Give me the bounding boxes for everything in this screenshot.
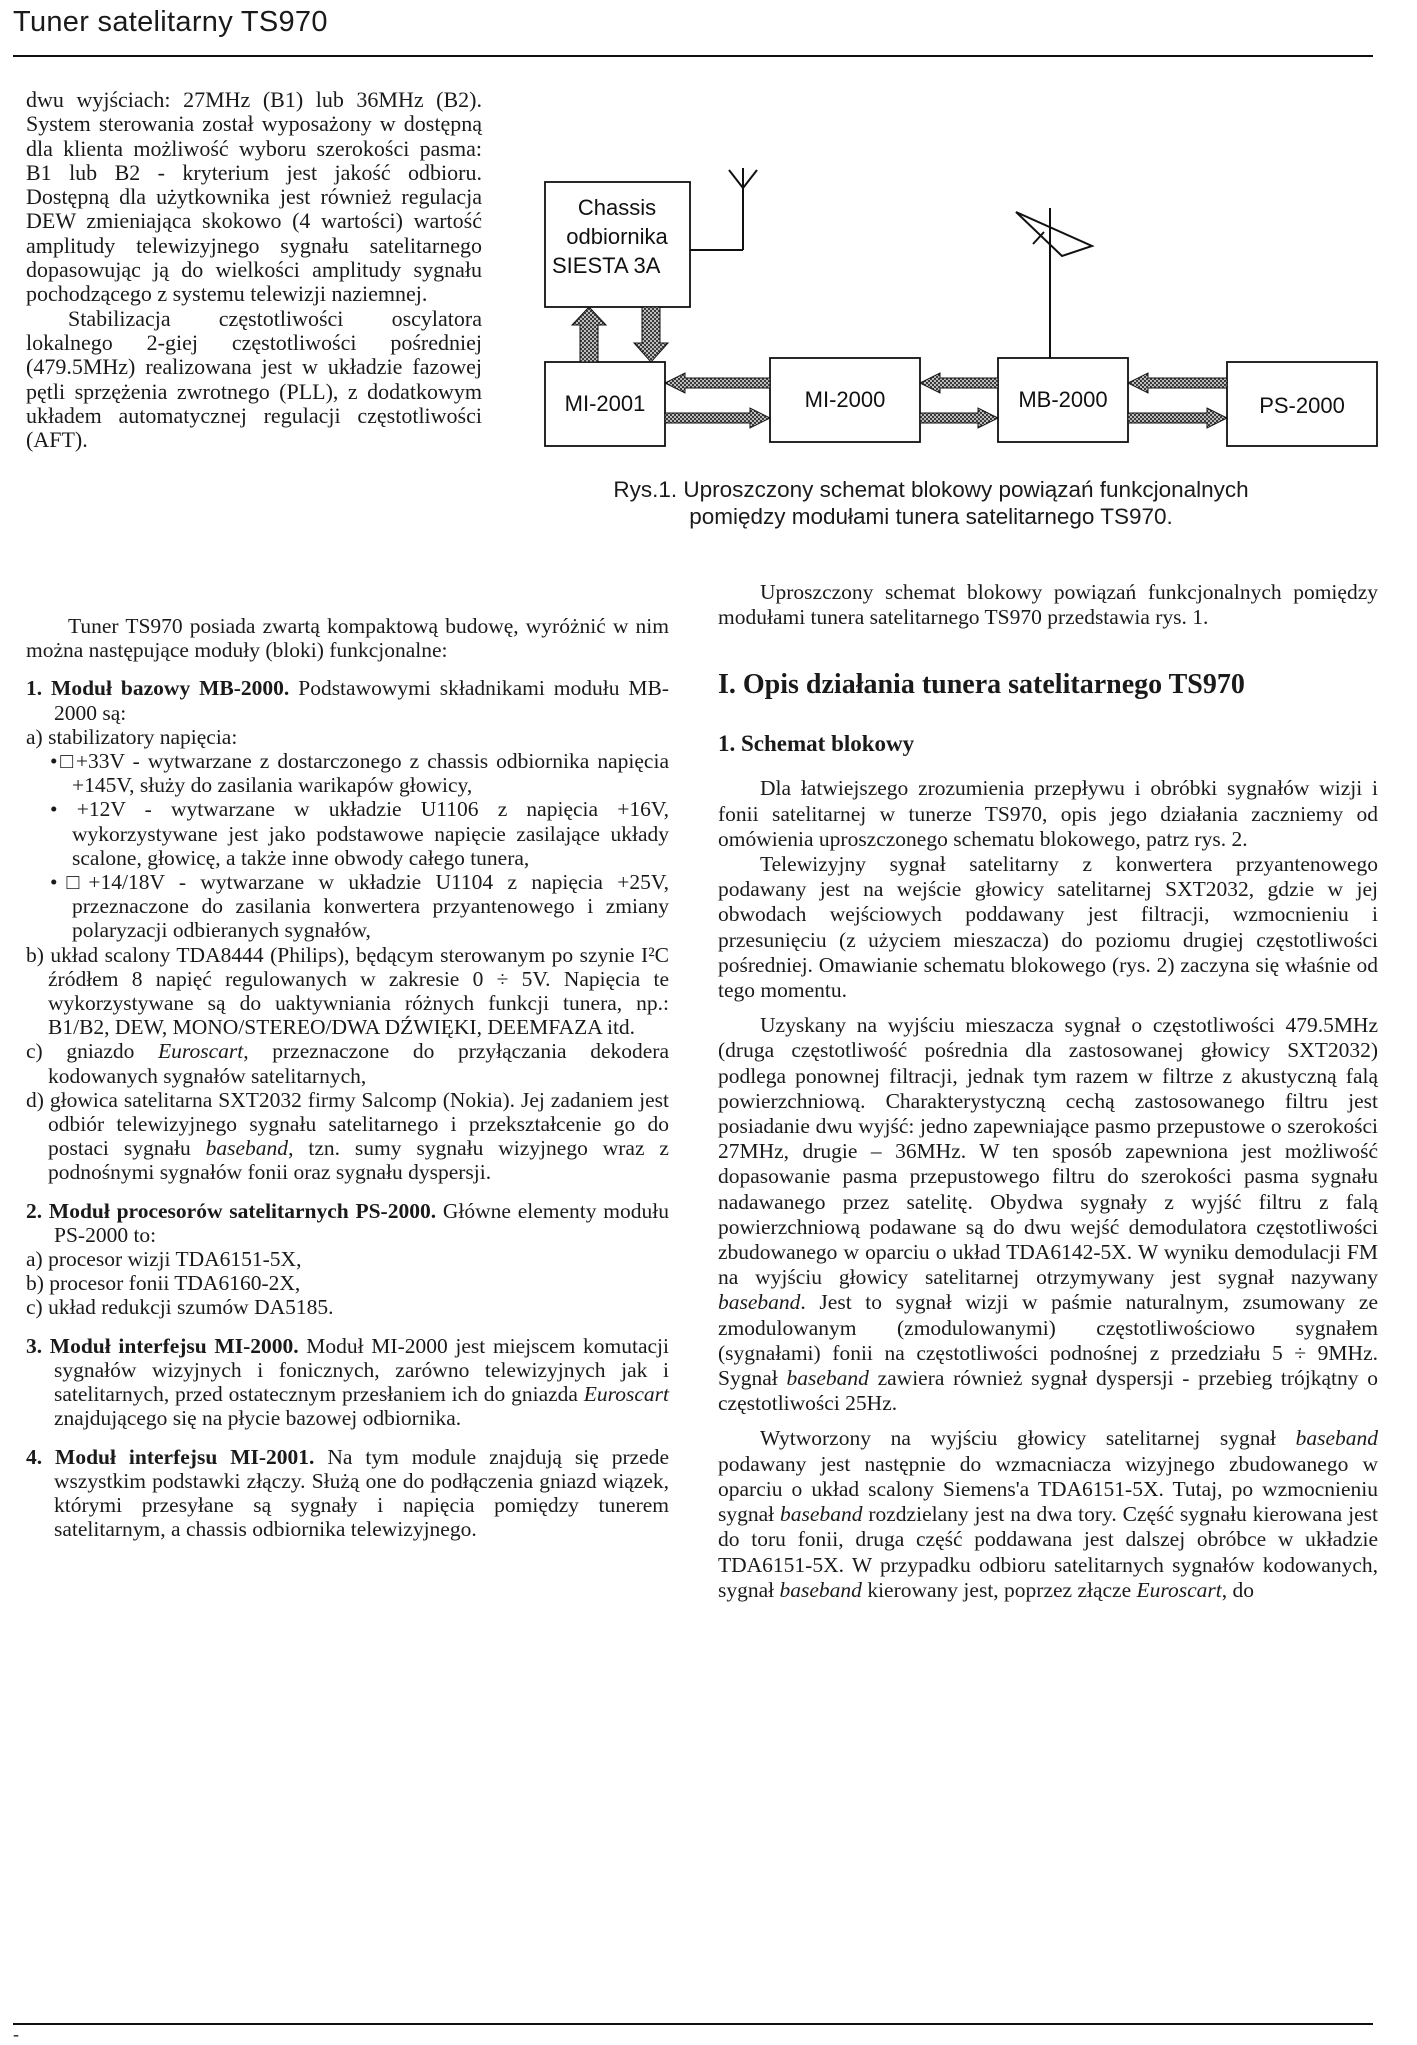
list-item: a) procesor wizji TDA6151-5X, [26,1247,302,1272]
caption-line: Rys.1. Uproszczony schemat blokowy powiązań funkcjonalnych [613,477,1249,502]
module-title: 2. Moduł procesorów satelitarnych PS-2000. [26,1198,437,1223]
module-item: 1. Moduł bazowy MB-2000. Podstawowymi składnikami modułu MB-2000 są: [26,676,670,725]
footer-marker: - [13,2024,19,2044]
list-item: c) układ redukcji szumów DA5185. [26,1295,334,1320]
subsection-heading: 1. Schemat blokowy [718,731,915,757]
list-item: b) procesor fonii TDA6160-2X, [26,1271,301,1296]
arrow-right-icon [920,408,998,428]
module-title: 4. Moduł interfejsu MI-2001. [26,1444,315,1469]
arrow-left-icon [665,373,770,393]
svg-text:Chassis: Chassis [577,195,657,220]
list-item: d) głowica satelitarna SXT2032 firmy Salcomp (Nokia). Jej zadaniem jest odbiór telewizyjnego sygnału satelitarnego i przekształcenie go do postaci sygnału baseband, tzn. sumy sygnału wizyjnego wraz z podnośnymi sygnałów fonii oraz sygnału dyspersji. [26,1087,669,1185]
module-item: 3. Moduł interfejsu MI-2000. Moduł MI-2000 jest miejscem komutacji sygnałów wizyjnych i fonicznych, zarówno telewizyjnych jak i satelitarnych, przed ostatecznym przesłaniem ich do gniazda Euroscart znajdującego się na płycie bazowej odbiornika. [26,1333,669,1431]
svg-text:SIESTA 3A: SIESTA 3A [552,253,661,278]
section-heading: I. Opis działania tunera satelitarnego TS970 [718,669,1245,701]
antenna-icon [690,168,757,250]
module-item: 2. Moduł procesorów satelitarnych PS-2000. Główne elementy modułu PS-2000 to: [26,1198,669,1247]
header-rule [13,55,1373,57]
paragraph: Uzyskany na wyjściu mieszacza sygnał o częstotliwości 479.5MHz (druga częstotliwość pośrednia dla zastosowanej głowicy SXT2032) podlega ponownej filtracji, jednak tym razem w filtrze z akustyczną falą powierzchniową. Charakterystyczną cechą zastosowanego filtru jest posiadanie dwu wyjść: jedno zapewniające pasmo przepustowe o szerokości 27MHz, drugie – 36MHz. W ten sposób zapewniona jest możliwość dopasowanie pasma przepustowego filtru do szerokości pasma sygnału nadawanego przez satelitę. Obydwa sygnały z wyjść filtru z falą powierzchniową podawane są do dwu wejść demodulatora częstotliwości zbudowanego w oparciu o układ TDA6142-5X. W wyniku demodulacji FM na wyjściu głowicy satelitarnej otrzymywany jest sygnał nazywany baseband. Jest to sygnał wizji w paśmie naturalnym, zsumowany ze zmodulowanym (zmodulowanymi) częstotliwościowo sygnałem (sygnałami) fonii na częstotliwości podnośnej z przedziału 5 ÷ 9MHz. Sygnał baseband zawiera również sygnał dyspersji - przebieg trójkątny o częstotliwości 25Hz. [718,1013,1378,1416]
paragraph: Dla łatwiejszego zrozumienia przepływu i obróbki sygnałów wizji i fonii satelitarnej w tunerze TS970, opis jego działania zaczniemy od omówienia uproszczonego schematu blokowego, patrz rys. 2. [718,776,1378,851]
running-header: Tuner satelitarny TS970 [13,6,328,38]
paragraph: Telewizyjny sygnał satelitarny z konwertera przyantenowego podawany jest na wejście głowicy satelitarnej SXT2032, gdzie w jej obwodach wejściowych poddawany jest filtracji, wzmocnieniu i przesunięciu (z użyciem mieszacza) do poziomu drugiej częstotliwości pośredniej. Omawianie schematu blokowego (rys. 2) zaczyna się właśnie od tego momentu. [718,852,1378,1003]
module-title: 3. Moduł interfejsu MI-2000. [26,1333,299,1358]
list-item: c) gniazdo Euroscart, przeznaczone do przyłączania dekodera kodowanych sygnałów satelitarnych, [26,1039,669,1088]
list-item: •□+14/18V - wytwarzane w układzie U1104 z napięcia +25V, przeznaczone do zasilania konwertera przyantenowego i zmiany polaryzacji odbieranych sygnałów, [50,870,669,943]
caption-line: pomiędzy modułami tunera satelitarnego TS970. [689,504,1173,529]
paragraph: Wytworzony na wyjściu głowicy satelitarnej sygnał baseband podawany jest następnie do wzmacniacza wizyjnego zbudowanego w oparciu o układ scalony Siemens'a TDA6151-5X. Tutaj, po wzmocnieniu sygnał baseband rozdzielany jest na dwa tory. Część sygnału kierowana jest do toru fonii, druga część poddawana jest dalszej obróbce w układzie TDA6151-5X. W przypadku odbioru satelitarnych sygnałów kodowanych, sygnał baseband kierowany jest, poprzez złącze Euroscart, do [718,1426,1378,1602]
paragraph: Tuner TS970 posiada zwartą kompaktową budowę, wyróżnić w nim można następujące moduły (bloki) funkcjonalne: [26,614,669,663]
satellite-dish-icon [1016,208,1092,363]
list-item: • +12V - wytwarzane w układzie U1106 z napięcia +16V, wykorzystywane jest jako podstawowe napięcie zasilające układy scalone, głowicę, a także inne obwody całego tunera, [50,797,669,870]
figure-caption [528,476,1334,530]
left-column [26,614,669,1541]
mi2000-label: MI-2000 [804,387,886,412]
list-item: a) stabilizatory napięcia: [26,724,238,749]
ps2000-label: PS-2000 [1259,393,1345,418]
block-diagram [530,150,1390,450]
paragraph: dwu wyjściach: 27MHz (B1) lub 36MHz (B2). System sterowania został wyposażony w dostępną dla klienta możliwość wyboru szerokości pasma: B1 lub B2 - kryterium jest jakość odbioru. Dostępną dla użytkownika jest również regulacja DEW zmieniająca skokowo (4 wartości) wartość amplitudy telewizyjnego sygnału satelitarnego dopasowując ją do wielkości amplitudy sygnału pochodzącego z systemu telewizji naziemnej. [26,87,482,307]
module-title: 1. Moduł bazowy MB-2000. [26,676,290,701]
paragraph: Stabilizacja częstotliwości oscylatora lokalnego 2-giej częstotliwości pośredniej (479.5MHz) realizowana jest w układzie fazowej pętli sprzężenia zwrotnego (PLL), z dodatkowym układem automatycznej regulacji częstotliwości (AFT). [26,305,482,453]
svg-text:odbiornika: odbiornika [566,224,668,249]
list-item: •□+33V - wytwarzane z dostarczonego z chassis odbiornika napięcia +145V, służy do zasilania warikapów głowicy, [50,749,669,798]
footer-rule [13,2023,1373,2025]
module-item: 4. Moduł interfejsu MI-2001. Na tym module znajdują się przede wszystkim podstawki złączy. Służą one do podłączenia gniazd wiązek, którymi przesyłane są sygnały i napięcia pomiędzy tunerem satelitarnym, a chassis odbiornika telewizyjnego. [26,1444,669,1542]
arrow-left-icon [1128,373,1227,393]
mb2000-label: MB-2000 [1018,387,1108,412]
mi2001-label: MI-2001 [564,391,646,416]
arrow-right-icon [665,408,770,428]
list-item: b) układ scalony TDA8444 (Philips), będącym sterowanym po szynie I²C źródłem 8 napięć regulowanych w zakresie 0 ÷ 5V. Napięcia te wykorzystywane są do uaktywniania różnych funkcji tunera, np.: B1/B2, DEW, MONO/STEREO/DWA DŹWIĘKI, DEEMFAZA itd. [26,942,669,1040]
left-column-top [26,88,482,452]
arrow-left-icon [920,373,998,393]
arrow-right-icon [1128,408,1227,428]
arrow-down-icon [634,307,668,362]
paragraph: Uproszczony schemat blokowy powiązań funkcjonalnych pomiędzy modułami tunera satelitarnego TS970 przedstawia rys. 1. [718,580,1378,630]
right-column [718,580,1378,1603]
arrow-up-icon [572,307,606,362]
